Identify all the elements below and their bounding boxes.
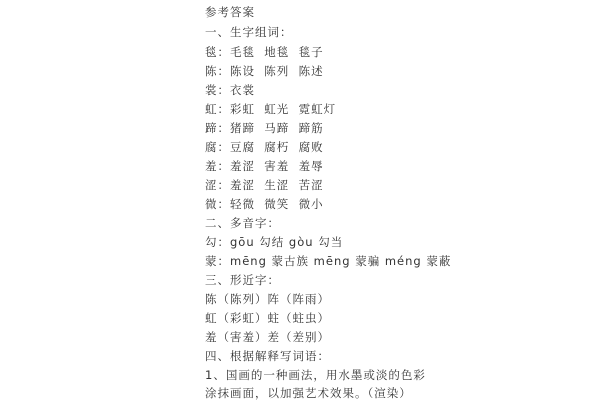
text-line: 羞：羞涩 害羞 羞辱 (205, 159, 324, 173)
answer-key-document (205, 0, 585, 400)
text-line: 腐：豆腐 腐朽 腐败 (205, 140, 324, 154)
text-line: 虹（彩虹）蛀（蛀虫） (205, 311, 330, 325)
text-line: 陈：陈设 陈列 陈述 (205, 64, 324, 78)
text-line: 蹄：猪蹄 马蹄 蹄筋 (205, 121, 324, 135)
section-heading: 四、根据解释写词语： (205, 349, 330, 363)
text-line: 羞（害羞）差（差别） (205, 330, 330, 344)
text-line: 裳：衣裳 (205, 83, 255, 97)
text-line: 虹：彩虹 虹光 霓虹灯 (205, 102, 337, 116)
text-line: 陈（陈列）阵（阵雨） (205, 292, 330, 306)
text-line: 蒙：mēng 蒙古族 mēng 蒙骗 méng 蒙蔽 (205, 254, 452, 268)
section-heading: 三、形近字： (205, 273, 280, 287)
document-title: 参考答案 (205, 5, 255, 19)
text-line: 勾：gōu 勾结 gòu 勾当 (205, 235, 344, 249)
text-line: 1、国画的一种画法，用水墨或淡的色彩 (205, 368, 426, 382)
section-heading: 二、多音字： (205, 216, 280, 230)
text-line: 涩：羞涩 生涩 苦涩 (205, 178, 324, 192)
text-line: 涂抹画面，以加强艺术效果。（渲染） (205, 386, 412, 400)
text-line: 微：轻微 微笑 微小 (205, 197, 324, 211)
section-heading: 一、生字组词： (205, 25, 293, 39)
text-line: 毯：毛毯 地毯 毯子 (205, 45, 324, 59)
